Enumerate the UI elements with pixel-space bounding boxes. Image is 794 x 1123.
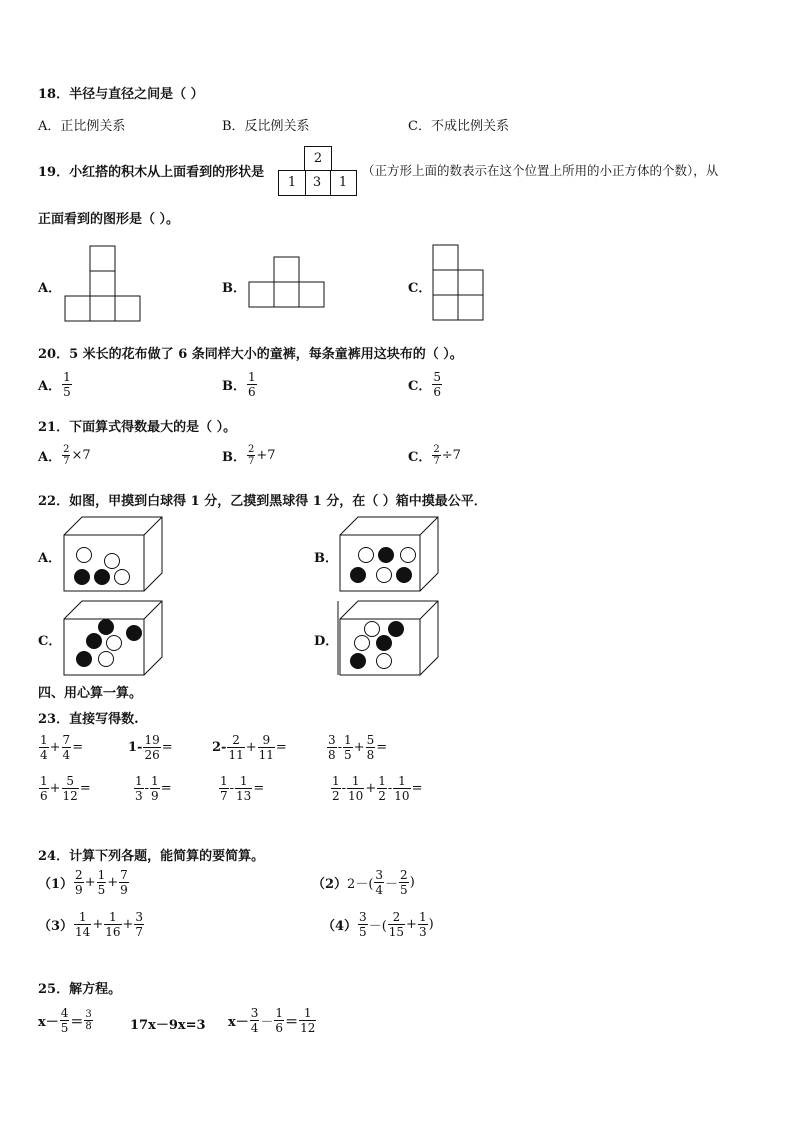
denominator: 7 [433, 456, 440, 467]
q24-expr-3 [38, 910, 145, 939]
denominator: 4 [250, 1021, 259, 1035]
black-ball [379, 548, 394, 563]
prefix: －( [368, 919, 387, 934]
denominator: 4 [62, 748, 71, 762]
numerator: 5 [433, 370, 441, 384]
grid-cell-top: 2 [304, 146, 332, 171]
numerator: 1 [332, 774, 340, 788]
q19-label-b[interactable]: B． [222, 281, 246, 296]
q24-expr-2 [312, 868, 415, 897]
denominator: 10 [348, 789, 364, 803]
numerator: 1 [299, 1006, 316, 1021]
numerator: 2 [388, 910, 405, 925]
numerator: 2 [433, 444, 440, 455]
q19-figure-b [249, 257, 325, 309]
numerator: 2 [248, 444, 255, 455]
numerator: 1 [418, 910, 427, 924]
suffix: ) [409, 875, 415, 890]
numerator: 1 [74, 910, 91, 925]
equals-sign: = [376, 740, 388, 755]
white-ball [401, 548, 416, 563]
black-ball [87, 634, 102, 649]
option-label: B． [222, 450, 246, 465]
operator: + [107, 875, 119, 890]
operator: - [229, 781, 235, 796]
numerator: 1 [235, 774, 252, 789]
q23-problem-4 [326, 733, 387, 762]
numerator: 7 [120, 868, 128, 882]
operator: - [337, 740, 343, 755]
operator: － [385, 877, 399, 892]
black-ball [377, 636, 392, 651]
option-label: C． [408, 450, 432, 465]
numerator: 3 [328, 733, 336, 747]
prefix: 2－( [347, 877, 374, 892]
q20-stem: 20．5 米长的花布做了 6 条同样大小的童裤，每条童裤用这块布的（ ）。 [38, 347, 463, 362]
q22-box-c[interactable] [64, 601, 164, 677]
equals-sign: = [160, 781, 172, 796]
grid-cell-bottom-3: 1 [330, 170, 357, 196]
q22-box-d[interactable] [340, 601, 440, 677]
denominator: 7 [248, 456, 255, 467]
numerator: 5 [62, 774, 79, 789]
denominator: 5 [63, 385, 71, 399]
q23-problem-6 [133, 774, 172, 803]
denominator: 11 [258, 748, 274, 762]
denominator: 5 [97, 883, 106, 897]
operation-text: ×7 [71, 448, 91, 463]
denominator: 2 [332, 789, 340, 803]
q19-figure-c [433, 245, 485, 323]
white-ball [115, 570, 130, 585]
q21-option-b[interactable] [222, 444, 276, 467]
box-top-edge [420, 601, 438, 619]
white-ball [377, 568, 392, 583]
numerator: 3 [250, 1006, 259, 1020]
expr-label: （3） [38, 919, 74, 934]
numerator: 2 [75, 868, 83, 882]
q24-expr-4 [322, 910, 434, 939]
q25-equation-2: 17x－9x=3 [130, 1018, 206, 1033]
white-ball [99, 652, 114, 667]
q25-equation-1 [38, 1006, 94, 1035]
white-ball [365, 622, 380, 637]
denominator: 9 [151, 789, 159, 803]
denominator: 7 [220, 789, 228, 803]
numerator: 1 [344, 733, 352, 747]
denominator: 10 [394, 789, 410, 803]
operator: - [144, 781, 150, 796]
black-ball [351, 654, 366, 669]
denominator: 2 [378, 789, 386, 803]
denominator: 15 [388, 925, 405, 939]
q25-equation-3 [228, 1006, 317, 1035]
denominator: 26 [144, 748, 160, 762]
denominator: 8 [85, 1021, 92, 1032]
denominator: 6 [248, 385, 256, 399]
q21-option-a[interactable] [38, 444, 91, 467]
q18-option-b[interactable]: B．反比例关系 [222, 119, 310, 134]
denominator: 6 [433, 385, 441, 399]
numerator: 1 [393, 774, 410, 789]
operator: - [387, 781, 393, 796]
numerator: 1 [135, 774, 143, 788]
numerator: 3 [375, 868, 384, 882]
suffix: ) [428, 917, 434, 932]
operator: + [353, 740, 365, 755]
option-label: C． [408, 379, 432, 394]
box-top-edge [420, 517, 438, 535]
q19-figure-a [65, 245, 141, 323]
equals-sign: = [79, 781, 91, 796]
operator: + [122, 917, 134, 932]
numerator: 1 [104, 910, 121, 925]
expr-label: （2） [312, 877, 348, 892]
denominator: 11 [228, 748, 244, 762]
operator: + [49, 781, 61, 796]
numerator: 1 [220, 774, 228, 788]
q22-stem: 22．如图，甲摸到白球得 1 分，乙摸到黑球得 1 分，在（ ）箱中摸最公平． [38, 494, 487, 509]
black-ball [397, 568, 412, 583]
black-ball [99, 620, 114, 635]
q23-problem-7 [218, 774, 264, 803]
q19-label-a[interactable]: A． [38, 281, 62, 296]
q23-problem-5 [38, 774, 91, 803]
numerator: 1 [63, 370, 71, 384]
q18-option-a[interactable]: A．正比例关系 [38, 119, 126, 134]
denominator: 8 [366, 748, 375, 762]
q24-stem: 24．计算下列各题，能简算的要简算。 [38, 849, 265, 864]
denominator: 13 [236, 789, 252, 803]
q21-option-c[interactable] [408, 444, 461, 467]
denominator: 9 [120, 883, 128, 897]
q19-stem-before: 19．小红搭的积木从上面看到的形状是 [38, 165, 265, 180]
q22-label-c[interactable]: C． [38, 634, 62, 649]
numerator: 1 [248, 370, 256, 384]
numerator: 3 [85, 1009, 92, 1020]
denominator: 5 [60, 1021, 69, 1035]
q22-box-a[interactable] [64, 517, 164, 593]
q20-option-a[interactable] [38, 370, 73, 399]
numerator: 9 [258, 733, 275, 748]
expr-label: （4） [322, 919, 358, 934]
equals-sign: = [275, 740, 287, 755]
numerator: 5 [366, 733, 375, 747]
box-top-edge [144, 601, 162, 619]
option-label: A． [38, 379, 62, 394]
q18-option-c[interactable]: C．不成比例关系 [408, 119, 509, 134]
white-ball [77, 548, 92, 563]
denominator: 6 [40, 789, 48, 803]
operator: + [92, 917, 104, 932]
equals-sign: = [411, 781, 423, 796]
white-ball [355, 636, 370, 651]
prefix: 1- [128, 740, 143, 755]
denominator: 12 [300, 1021, 316, 1035]
denominator: 16 [105, 925, 121, 939]
grid-cell-bottom-1: 1 [278, 170, 306, 196]
prefix: x－ [38, 1015, 59, 1030]
denominator: 3 [135, 789, 143, 803]
q22-box-b[interactable] [340, 517, 440, 593]
numerator: 1 [378, 774, 386, 788]
q23-problem-2 [128, 733, 173, 762]
black-ball [351, 568, 366, 583]
equals-sign: = [253, 781, 265, 796]
q22-label-b[interactable]: B． [314, 551, 338, 566]
black-ball [389, 622, 404, 637]
expr-label: （1） [38, 877, 74, 892]
operator: － [260, 1015, 274, 1030]
operator: - [341, 781, 347, 796]
denominator: 5 [344, 748, 352, 762]
denominator: 3 [418, 925, 427, 939]
numerator: 2 [227, 733, 244, 748]
q23-problem-3 [212, 733, 287, 762]
denominator: 7 [63, 456, 70, 467]
denominator: 14 [75, 925, 91, 939]
q23-problem-8 [330, 774, 422, 803]
box-top-edge [144, 517, 162, 535]
denominator: 8 [328, 748, 336, 762]
q23-stem: 23．直接写得数. [38, 712, 139, 727]
equals-sign: = [72, 740, 84, 755]
numerator: 1 [40, 733, 48, 747]
numerator: 1 [151, 774, 159, 788]
black-ball [127, 626, 142, 641]
operator: + [49, 740, 61, 755]
operator: + [84, 875, 96, 890]
equals-sign: ＝ [285, 1015, 299, 1030]
q25-stem: 25．解方程。 [38, 982, 122, 997]
denominator: 5 [359, 925, 367, 939]
numerator: 1 [347, 774, 364, 789]
numerator: 1 [40, 774, 48, 788]
numerator: 4 [60, 1006, 69, 1020]
numerator: 7 [62, 733, 71, 747]
q19-top-view-grid [278, 146, 358, 196]
numerator: 1 [97, 868, 106, 882]
denominator: 7 [135, 925, 144, 939]
white-ball [377, 654, 392, 669]
equals-sign: = [161, 740, 173, 755]
operator: + [406, 917, 417, 932]
q20-option-b[interactable] [222, 370, 258, 399]
black-ball [75, 570, 90, 585]
denominator: 4 [375, 883, 384, 897]
option-label: A． [38, 450, 62, 465]
numerator: 1 [275, 1006, 284, 1020]
q24-expr-1 [38, 868, 130, 897]
operation-text: +7 [256, 448, 276, 463]
q18-stem: 18．半径与直径之间是（ ） [38, 87, 204, 102]
operation-text: ÷7 [441, 448, 461, 463]
prefix: x－ [228, 1015, 249, 1030]
numerator: 2 [400, 868, 408, 882]
white-ball [107, 636, 122, 651]
q23-problem-1 [38, 733, 83, 762]
denominator: 9 [75, 883, 83, 897]
black-ball [95, 570, 110, 585]
prefix: 2- [212, 740, 227, 755]
denominator: 6 [275, 1021, 284, 1035]
q22-label-a[interactable]: A． [38, 551, 62, 566]
denominator: 5 [400, 883, 408, 897]
denominator: 12 [62, 789, 78, 803]
q21-stem: 21．下面算式得数最大的是（ ）。 [38, 420, 237, 435]
white-ball [105, 554, 120, 569]
q22-label-d[interactable]: D． [314, 634, 339, 649]
denominator: 4 [40, 748, 48, 762]
numerator: 3 [135, 910, 144, 924]
numerator: 3 [359, 910, 367, 924]
q19-label-c[interactable]: C． [408, 281, 432, 296]
operator: + [365, 781, 377, 796]
operator: + [245, 740, 257, 755]
grid-cell-bottom-2: 3 [304, 170, 331, 196]
option-label: B． [222, 379, 246, 394]
black-ball [77, 652, 92, 667]
numerator: 19 [144, 733, 160, 747]
equals-sign: ＝ [70, 1015, 84, 1030]
numerator: 2 [63, 444, 70, 455]
q19-stem-after: （正方形上面的数表示在这个位置上所用的小正方体的个数），从 [362, 163, 719, 178]
section-4-title: 四、用心算一算。 [38, 686, 143, 701]
q19-stem-line2: 正面看到的图形是（ ）。 [38, 212, 180, 227]
white-ball [359, 548, 374, 563]
q20-option-c[interactable] [408, 370, 443, 399]
